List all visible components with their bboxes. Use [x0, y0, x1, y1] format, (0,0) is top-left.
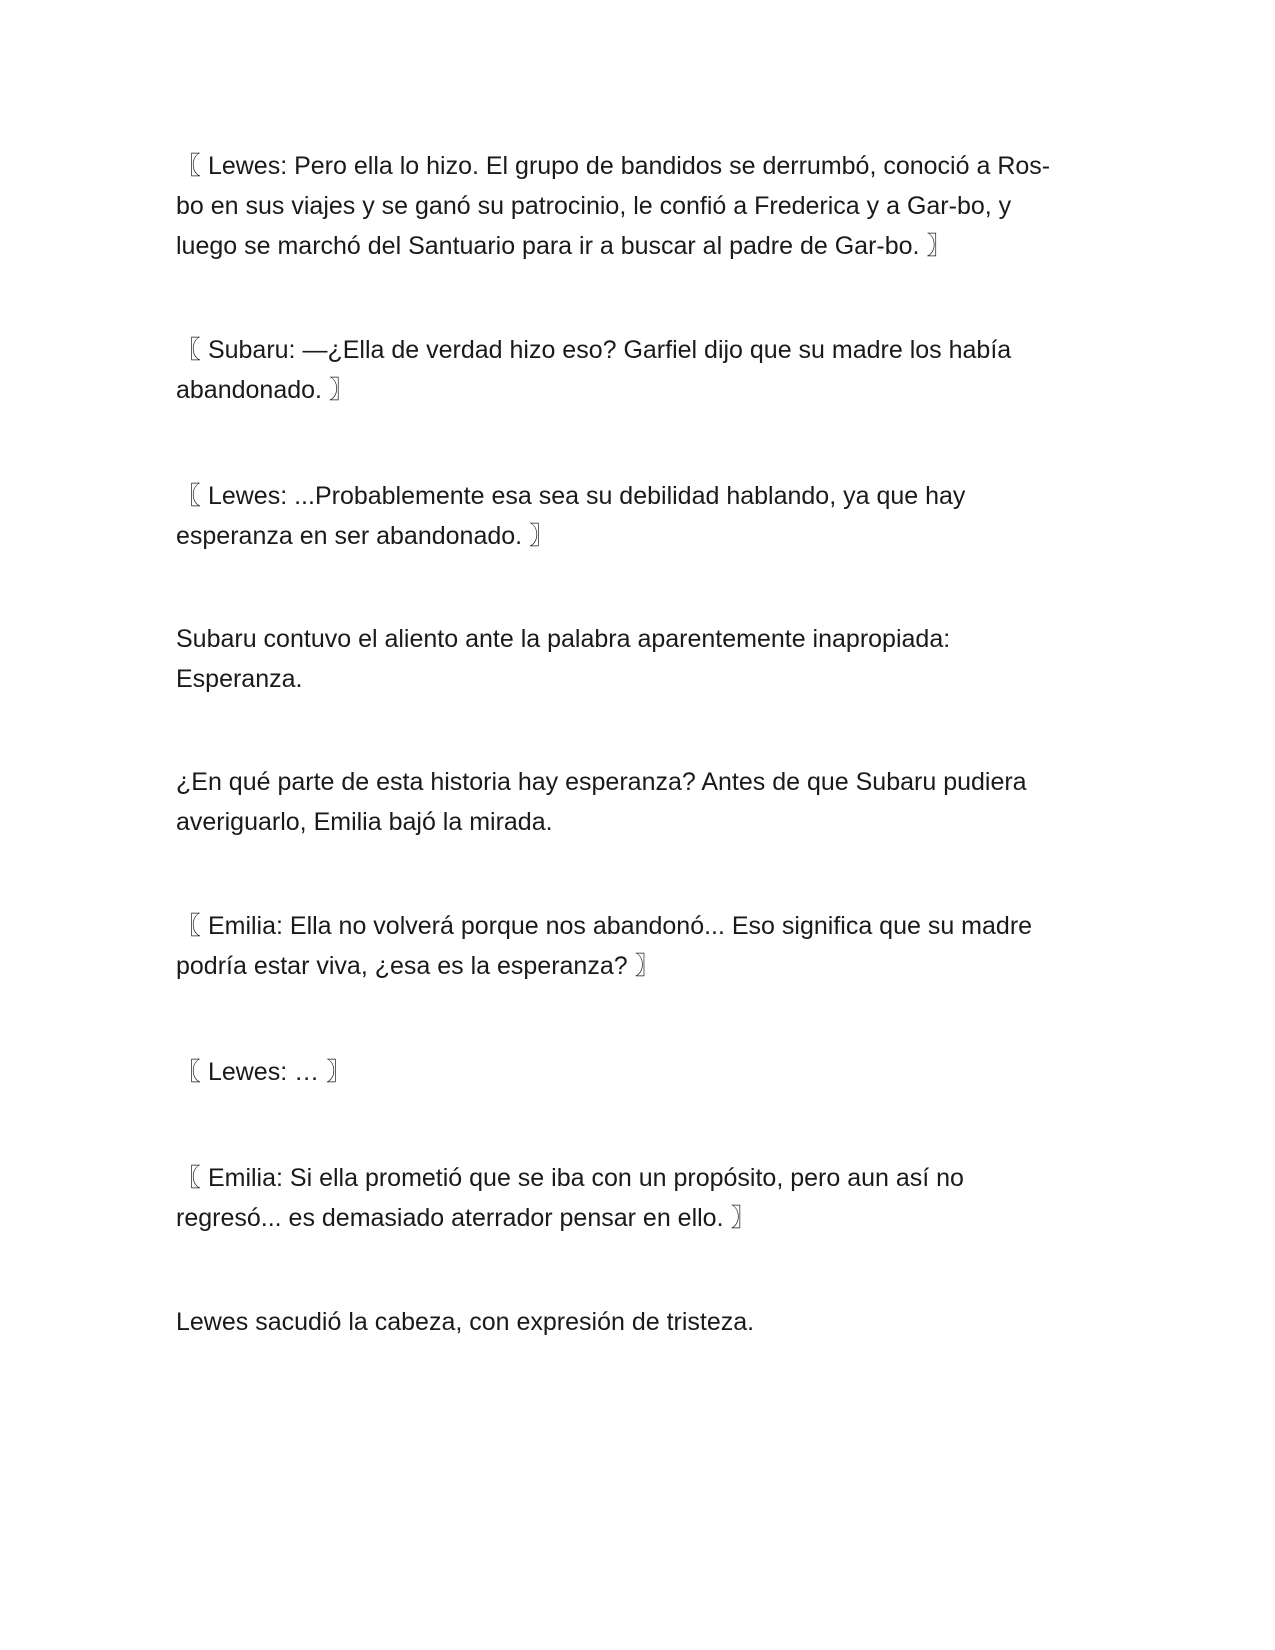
paragraph-narration-3	[176, 1302, 1106, 1342]
paragraph-line: esperanza en ser abandonado. 〗	[176, 522, 555, 550]
paragraph-lewes-2	[176, 476, 1106, 556]
paragraph-line: 〖 Emilia: Ella no volverá porque nos abandonó... Eso significa que su madre	[176, 912, 1033, 940]
paragraph-lewes-1	[176, 146, 1106, 266]
paragraph-narration-2	[176, 762, 1106, 842]
paragraph-line: podría estar viva, ¿esa es la esperanza? 〗	[176, 952, 660, 980]
paragraph-lewes-3	[176, 1052, 1106, 1092]
paragraph-narration-1	[176, 619, 1106, 699]
paragraph-subaru-1	[176, 330, 1106, 410]
paragraph-line: regresó... es demasiado aterrador pensar en ello. 〗	[176, 1204, 756, 1232]
paragraph-line: abandonado. 〗	[176, 376, 354, 404]
paragraph-line: Esperanza.	[176, 665, 303, 693]
paragraph-line: averiguarlo, Emilia bajó la mirada.	[176, 808, 553, 836]
paragraph-line: bo en sus viajes y se ganó su patrocinio, le confió a Frederica y a Gar-bo, y	[176, 192, 1012, 220]
paragraph-line: 〖 Subaru: —¿Ella de verdad hizo eso? Garfiel dijo que su madre los había	[176, 336, 1012, 364]
paragraph-line: 〖 Lewes: Pero ella lo hizo. El grupo de bandidos se derrumbó, conoció a Ros-	[176, 152, 1051, 180]
paragraph-line: 〖 Emilia: Si ella prometió que se iba con un propósito, pero aun así no	[176, 1164, 964, 1192]
paragraph-line: 〖 Lewes: ...Probablemente esa sea su debilidad hablando, ya que hay	[176, 482, 966, 510]
paragraph-emilia-1	[176, 906, 1106, 986]
paragraph-line: luego se marchó del Santuario para ir a buscar al padre de Gar-bo. 〗	[176, 232, 952, 260]
paragraph-line: ¿En qué parte de esta historia hay esperanza? Antes de que Subaru pudiera	[176, 768, 1027, 796]
paragraph-line: 〖 Lewes: … 〗	[176, 1058, 352, 1086]
paragraph-line: Lewes sacudió la cabeza, con expresión de tristeza.	[176, 1308, 755, 1336]
paragraph-emilia-2	[176, 1158, 1106, 1238]
paragraph-line: Subaru contuvo el aliento ante la palabra aparentemente inapropiada:	[176, 625, 951, 653]
